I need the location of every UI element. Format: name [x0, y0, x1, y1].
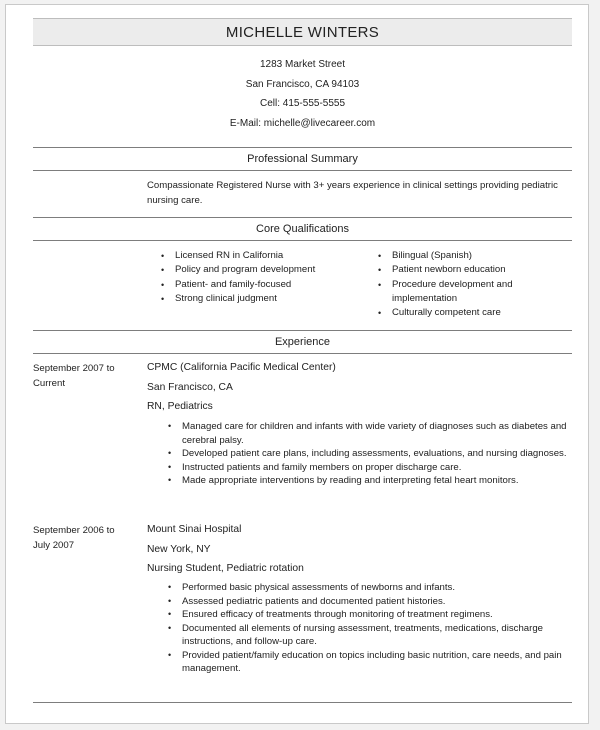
- bottom-divider: [33, 702, 572, 703]
- list-item: • Instructed patients and family members on proper discharge care.: [166, 461, 576, 475]
- list-item: • Policy and program development: [159, 263, 359, 277]
- list-item: • Managed care for children and infants with wide variety of diagnoses such as diabetes and cerebral palsy.: [166, 420, 576, 447]
- list-item: • Made appropriate interventions by reading and interpreting fetal heart monitors.: [166, 474, 576, 488]
- list-item: • Patient newborn education: [376, 263, 536, 277]
- job-dates: September 2007 to Current: [33, 363, 115, 389]
- qualifications-list-left: [159, 249, 359, 306]
- list-item: • Bilingual (Spanish): [376, 249, 536, 263]
- section-title-experience: Experience: [33, 330, 572, 354]
- address-line-1: 1283 Market Street: [259, 59, 346, 70]
- job-role: RN, Pediatrics: [147, 401, 213, 412]
- job-role: Nursing Student, Pediatric rotation: [147, 563, 304, 574]
- job-location: San Francisco, CA: [147, 382, 233, 393]
- list-item: • Assessed pediatric patients and documented patient histories.: [166, 595, 576, 609]
- contact-block: [33, 55, 572, 133]
- address-line-2: San Francisco, CA 94103: [245, 78, 360, 90]
- qualifications-list-right: [376, 249, 536, 320]
- section-title-summary: Professional Summary: [33, 147, 572, 171]
- summary-text: Compassionate Registered Nurse with 3+ years experience in clinical settings providing pediatric nursing care.: [147, 180, 558, 206]
- job-duties-list: [166, 420, 576, 488]
- job-employer: Mount Sinai Hospital: [147, 524, 242, 535]
- list-item: • Licensed RN in California: [159, 249, 359, 263]
- list-item: • Culturally competent care: [376, 306, 536, 320]
- list-item: • Developed patient care plans, including assessments, evaluations, and nursing diagnoses.: [166, 447, 576, 461]
- job-employer: CPMC (California Pacific Medical Center): [147, 362, 336, 373]
- job-duties-list: [166, 581, 576, 676]
- email-address: E-Mail: michelle@livecareer.com: [229, 117, 376, 129]
- list-item: • Patient- and family-focused: [159, 278, 359, 292]
- list-item: • Procedure development and implementation: [376, 278, 536, 307]
- cell-phone: Cell: 415-555-5555: [259, 98, 346, 109]
- list-item: • Performed basic physical assessments of newborns and infants.: [166, 581, 576, 595]
- resume-page: [5, 4, 589, 724]
- section-title-qualifications: Core Qualifications: [33, 217, 572, 241]
- job-dates: September 2006 to July 2007: [33, 525, 115, 551]
- resume-name: MICHELLE WINTERS: [33, 18, 572, 46]
- job-location: New York, NY: [147, 544, 211, 555]
- list-item: • Documented all elements of nursing assessment, treatments, medications, discharge instructions, and follow-up care.: [166, 622, 576, 649]
- list-item: • Ensured efficacy of treatments through monitoring of treatment regimens.: [166, 608, 576, 622]
- list-item: • Strong clinical judgment: [159, 292, 359, 306]
- list-item: • Provided patient/family education on topics including basic nutrition, care needs, and pain management.: [166, 649, 576, 676]
